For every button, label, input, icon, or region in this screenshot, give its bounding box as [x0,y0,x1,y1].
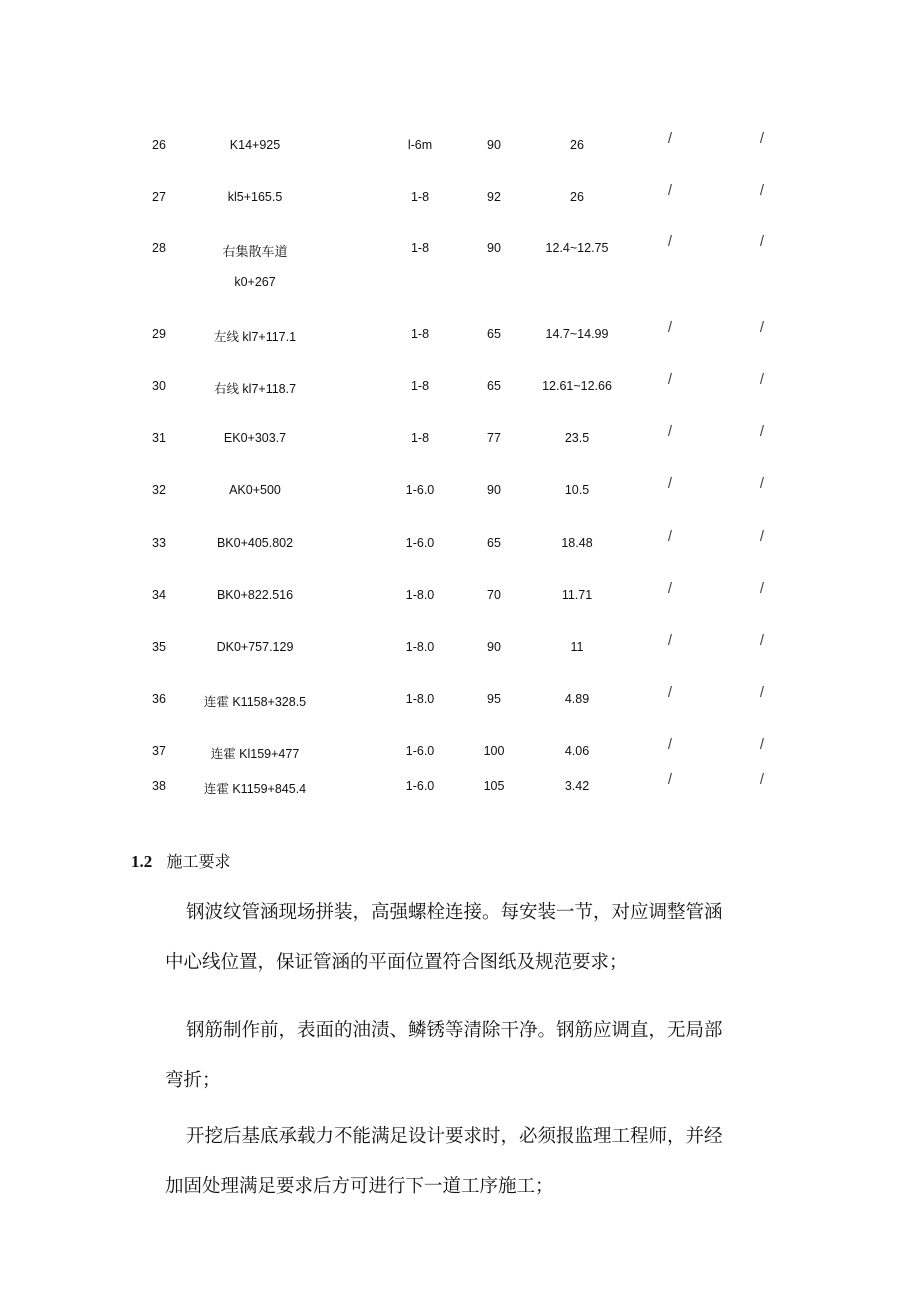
row-col-a: / [667,736,673,753]
row-span: 1-8 [410,190,430,204]
row-angle: 100 [483,744,505,758]
row-col-a: / [667,632,673,649]
row-col-b: / [759,580,765,597]
row-location: DK0+757.129 [216,640,294,654]
row-angle: 70 [487,588,501,602]
paragraph: 开挖后基底承载力不能满足设计要求时，必须报监理工程师，并经加固处理满足要求后方可进行下一道工序施工； [165,1126,723,1197]
row-angle: 90 [487,640,501,654]
row-span: 1-8.0 [405,692,435,706]
row-span: 1-8 [410,431,430,445]
row-col-a: / [667,319,673,336]
section-number: 1.2 [131,852,153,871]
row-location: K14+925 [229,138,281,152]
section-heading [131,849,231,872]
row-col-a: / [667,130,673,147]
row-length: 12.4~12.75 [545,241,609,255]
row-length: 23.5 [564,431,590,445]
paragraph: 钢筋制作前，表面的油渍、鳞锈等清除干净。钢筋应调直，无局部弯折； [165,1020,723,1091]
row-number: 32 [152,483,166,497]
row-length: 26 [570,190,584,204]
row-col-b: / [759,736,765,753]
row-col-b: / [759,684,765,701]
row-number: 34 [152,588,166,602]
table-row [0,233,920,289]
table-row [0,130,920,162]
table-row [0,771,920,803]
table-row [0,528,920,560]
row-col-b: / [759,423,765,440]
row-col-b: / [759,632,765,649]
row-length: 4.06 [564,744,590,758]
row-span: 1-6.0 [405,483,435,497]
row-number: 28 [152,241,166,255]
row-location: 连霍 K1158+328.5 [203,695,307,709]
row-number: 29 [152,327,166,341]
table-row [0,371,920,403]
row-angle: 90 [487,138,501,152]
row-length: 26 [570,138,584,152]
row-number: 31 [152,431,166,445]
row-col-a: / [667,475,673,492]
section-title: 施工要求 [166,852,231,871]
row-span: 1-8 [410,379,430,393]
table-row [0,423,920,455]
row-location: EK0+303.7 [223,431,287,445]
row-angle: 77 [487,431,501,445]
table-row [0,580,920,612]
row-col-a: / [667,423,673,440]
table-row [0,632,920,664]
row-span: 1-6.0 [405,744,435,758]
row-number: 33 [152,536,166,550]
row-col-a: / [667,233,673,250]
row-angle: 65 [487,536,501,550]
row-location: 连霍 Kl159+477 [210,747,300,761]
row-span: 1-8 [410,241,430,255]
row-col-a: / [667,684,673,701]
row-length: 3.42 [564,779,590,793]
row-location-line2: k0+267 [234,275,276,289]
row-angle: 90 [487,483,501,497]
row-col-b: / [759,371,765,388]
row-location: BK0+405.802 [216,536,294,550]
row-location: 右集散车道 [222,245,288,260]
row-col-b: / [759,233,765,250]
row-col-b: / [759,130,765,147]
row-length: 18.48 [561,536,593,550]
row-location: 连霍 K1159+845.4 [203,782,307,796]
row-span: l-6m [407,138,433,152]
row-angle: 90 [487,241,501,255]
row-number: 37 [152,744,166,758]
row-length: 12.61~12.66 [542,379,612,393]
row-col-b: / [759,771,765,788]
row-number: 38 [152,779,166,793]
row-length: 4.89 [564,692,590,706]
table-row [0,182,920,214]
row-col-a: / [667,771,673,788]
row-col-b: / [759,319,765,336]
row-angle: 95 [487,692,501,706]
row-number: 35 [152,640,166,654]
row-col-a: / [667,580,673,597]
row-col-b: / [759,475,765,492]
row-col-a: / [667,528,673,545]
row-location: kl5+165.5 [227,190,283,204]
row-length: 14.7~14.99 [545,327,609,341]
table-row [0,684,920,716]
row-span: 1-8.0 [405,588,435,602]
row-col-a: / [667,371,673,388]
row-length: 11 [570,640,584,654]
table-row [0,736,920,768]
row-number: 27 [152,190,166,204]
row-angle: 65 [487,379,501,393]
row-col-b: / [759,182,765,199]
row-span: 1-8 [410,327,430,341]
row-angle: 105 [483,779,505,793]
row-col-a: / [667,182,673,199]
paragraph: 钢波纹管涵现场拼装，高强螺栓连接。每安装一节，对应调整管涵中心线位置，保证管涵的平面位置符合图纸及规范要求； [165,902,723,973]
row-col-b: / [759,528,765,545]
row-length: 11.71 [561,588,593,602]
table-row [0,475,920,507]
row-span: 1-8.0 [405,640,435,654]
row-length: 10.5 [564,483,590,497]
row-number: 30 [152,379,166,393]
row-span: 1-6.0 [405,779,435,793]
row-location: AK0+500 [229,483,281,497]
row-location: 右线 kl7+118.7 [213,382,297,396]
row-angle: 92 [487,190,501,204]
row-location: BK0+822.516 [216,588,294,602]
row-angle: 65 [487,327,501,341]
row-location: 左线 kl7+117.1 [213,330,297,344]
row-number: 26 [152,138,166,152]
row-number: 36 [152,692,166,706]
row-span: 1-6.0 [405,536,435,550]
table-row [0,319,920,351]
